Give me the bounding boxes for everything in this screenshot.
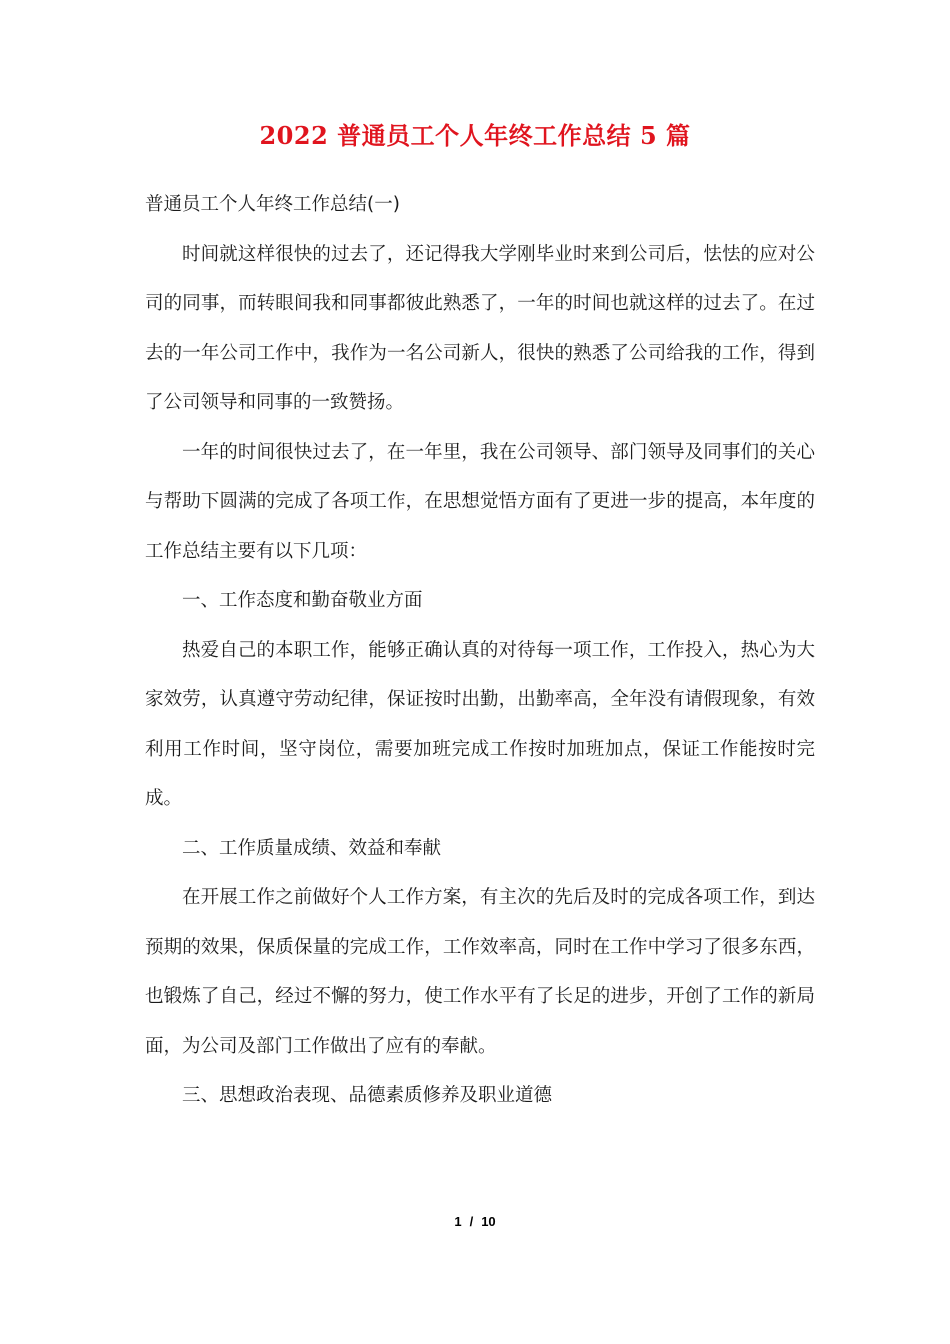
document-body (145, 180, 815, 1121)
document-title: 2022 普通员工个人年终工作总结 5 篇 (259, 121, 691, 150)
paragraph: 在开展工作之前做好个人工作方案，有主次的先后及时的完成各项工作，到达预期的效果，保质保量的完成工作，工作效率高，同时在工作中学习了很多东西，也锻炼了自己，经过不懈的努力，使工作水平有了长足的进步，开创了工作的新局面，为公司及部门工作做出了应有的奉献。 (145, 887, 815, 1057)
subheading: 二、工作质量成绩、效益和奉献 (182, 837, 442, 859)
page-separator: / (469, 1214, 474, 1229)
page-number (0, 1212, 950, 1232)
current-page: 1 (454, 1214, 462, 1229)
paragraph: 热爱自己的本职工作，能够正确认真的对待每一项工作，工作投入，热心为大家效劳，认真遵守劳动纪律，保证按时出勤，出勤率高，全年没有请假现象，有效利用工作时间，坚守岗位，需要加班完成工作按时加班加点，保证工作能按时完成。 (145, 639, 815, 809)
paragraph: 时间就这样很快的过去了，还记得我大学刚毕业时来到公司后，怯怯的应对公司的同事，而转眼间我和同事都彼此熟悉了，一年的时间也就这样的过去了。在过去的一年公司工作中，我作为一名公司新人，很快的熟悉了公司给我的工作，得到了公司领导和同事的一致赞扬。 (145, 243, 815, 413)
paragraph: 一年的时间很快过去了，在一年里，我在公司领导、部门领导及同事们的关心与帮助下圆满的完成了各项工作，在思想觉悟方面有了更进一步的提高，本年度的工作总结主要有以下几项： (145, 441, 815, 562)
total-pages: 10 (481, 1214, 496, 1229)
section-heading: 普通员工个人年终工作总结(一) (145, 194, 400, 215)
subheading: 一、工作态度和勤奋敬业方面 (182, 590, 423, 611)
subheading: 三、思想政治表现、品德素质修养及职业道德 (182, 1085, 553, 1106)
